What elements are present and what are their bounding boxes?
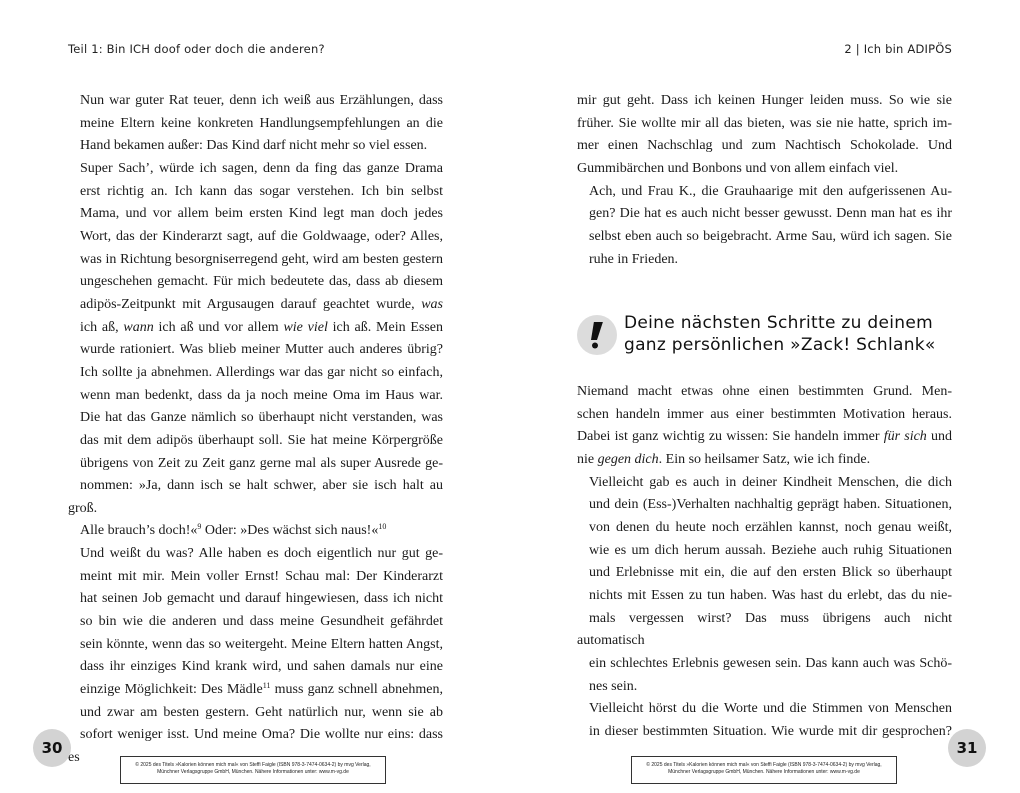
text-line: Ach, und Frau K., die Grauhaarige mit den aufgerissenen Au-	[589, 183, 952, 199]
text-line: und dein (Ess-)Verhalten nachhaltig geprägt haben. Situationen,	[589, 497, 952, 513]
paragraph	[577, 381, 952, 472]
text-line: mir gut geht. Dass ich keinen Hunger leiden muss. So wie sie	[577, 93, 952, 108]
copyright-line: Münchner Verlagsgruppe GmbH, München. Nähere Informationen unter: www.m-vg.de	[157, 769, 349, 775]
page-number-right: 31	[948, 729, 986, 767]
copyright-line: © 2025 des Titels »Kalorien können mich mal« von Steffi Faigle (ISBN 978-3-7474-0634-2) by mvg Verlag,	[646, 762, 882, 768]
running-head-right: 2 | Ich bin ADIPÖS	[844, 42, 952, 56]
paragraph	[577, 181, 952, 272]
text-line: Super Sach’, würde ich sagen, denn da fing das ganze Drama	[80, 160, 443, 176]
text-line: dass ihr einziges Kind krank wird, und sahen damals nur eine	[80, 659, 443, 675]
text-line: Nun war guter Rat teuer, denn ich weiß aus Erzählungen, dass	[80, 93, 443, 108]
paragraph	[577, 472, 952, 699]
paragraph	[577, 90, 952, 181]
emphasis: wie viel	[283, 319, 328, 335]
text-line: Und weißt du was? Alle haben es doch eigentlich nur gut ge-	[80, 546, 443, 562]
text-line: Alle brauch’s doch!«$^9$ Oder: »Des wächst sich naus!«$^{10}$	[80, 522, 387, 539]
text-line: sofort weniger isst. Und meine Oma? Die wollte nur eins: dass es	[68, 727, 443, 766]
text-line: wurde rationiert. Was blieb meiner Mutter auch anderes übrig?	[80, 342, 443, 358]
text-line: das mit dem adipös überhaupt soll. Sie hat meine Körpergröße	[80, 432, 443, 448]
text-line: ich aß, wann ich aß und vor allem wie viel ich aß. Mein Essen	[80, 319, 444, 335]
text-line: Die hat das Ganze nämlich so überhaupt nicht verstanden, was	[80, 410, 443, 426]
text-line: erst richtig an. Ich kann das sogar verstehen. Ich bin selbst	[80, 183, 443, 199]
footnote-ref: 9	[197, 522, 202, 532]
text-line: Hand bekamen außer: Das Kind darf nicht mehr so viel essen.	[80, 138, 428, 154]
text-line: Wort, das der Kinderarzt sagt, auf die Goldwaage, oder? Alles,	[80, 228, 443, 244]
exclamation-icon	[577, 315, 617, 355]
text-line: nommen: »Ja, dann isch se halt schwer, aber sie isch halt au groß.	[68, 478, 443, 516]
copyright-notice-right	[631, 756, 897, 784]
text-line: Vielleicht hörst du die Worte und die Stimmen von Menschen	[589, 701, 952, 717]
text-line: mals vergessen wirst? Das muss übrigens auch nicht automatisch	[577, 610, 952, 649]
text-line: meine Eltern keine konkreten Handlungsempfehlungen an die	[80, 115, 443, 131]
text-line: so bin wie die anderen und dass meine Gesundheit gefährdet	[80, 614, 443, 630]
text-line: meint mit mir. Mein voller Ernst! Schau mal: Der Kinderarzt	[80, 568, 443, 584]
paragraph	[577, 698, 952, 743]
text-line: mer einen Nachschlag und zum Nachtisch Schokolade. Und	[577, 138, 952, 154]
footnote-ref: 11	[262, 681, 271, 691]
text-line: Mama, und vor allem beim ersten Kind legt man doch jedes	[80, 206, 443, 222]
text-line: sein könnte, wenn das so weitergeht. Meine Eltern hatten Angst,	[80, 636, 443, 652]
text-line: wenn man bedenkt, dass da ja noch meine Oma im Haus war.	[80, 387, 443, 403]
text-line: einzige Möglichkeit: Des Mädle$^{11}$ muss ganz schnell abnehmen,	[80, 681, 443, 698]
text-line: nes sein.	[589, 678, 638, 694]
text-line: schen handeln immer aus einer bestimmten Motivation heraus.	[577, 406, 952, 422]
emphasis: was	[421, 296, 443, 312]
text-line: was in Richtung besorgniserregend geht, wird am besten gestern	[80, 251, 443, 267]
text-line: selbst eben auch so beigebracht. Arme Sau, würd ich sagen. Sie	[589, 228, 952, 244]
text-line: in dieser bestimmten Situation. Wie wurde mit dir gesprochen?	[589, 723, 952, 739]
text-line: nichts mit Essen zu tun haben. Was hast du erlebt, das du nie-	[589, 587, 952, 603]
text-line: wie es um dich herum aussah. Beziehe auch ruhig Situationen	[589, 542, 952, 558]
text-line: ruhe in Frieden.	[589, 251, 679, 267]
section-callout	[577, 312, 955, 362]
text-line: ein schlechtes Erlebnis gewesen sein. Das kann auch was Schö-	[589, 655, 952, 671]
text-line: von denen du heute noch erzählen kannst, noch genau weißt,	[589, 519, 952, 535]
text-line: Dabei ist ganz wichtig zu wissen: Sie handeln immer für sich und	[577, 429, 952, 445]
paragraph	[68, 90, 443, 158]
emphasis: wann	[123, 319, 154, 335]
text-line: und zwar am besten gestern. Geht natürlich nur, wenn sie ab	[80, 704, 443, 720]
copyright-notice-left	[120, 756, 386, 784]
text-line: ungeschehen gemacht. Für mich bedeutete das, dass ab diesem	[80, 274, 443, 290]
emphasis: gegen dich	[597, 451, 659, 467]
text-line: Niemand macht etwas ohne einen bestimmten Grund. Men-	[577, 384, 952, 399]
right-page	[510, 0, 1020, 793]
section-heading-line: ganz persönlichen »Zack! Schlank«	[624, 335, 936, 355]
section-heading-line: Deine nächsten Schritte zu deinem	[624, 313, 933, 333]
section-heading	[624, 312, 936, 356]
text-line: Ich sollte ja abnehmen. Allerdings war das gar nicht so einfach,	[80, 364, 443, 380]
text-line: Gummibärchen und Bonbons und von allem einfach viel.	[577, 160, 899, 176]
footnote-ref: 10	[378, 522, 387, 532]
copyright-line: © 2025 des Titels »Kalorien können mich mal« von Steffi Faigle (ISBN 978-3-7474-0634-2) by mvg Verlag,	[135, 762, 371, 768]
right-body-text-top	[577, 90, 952, 271]
running-head-left: Teil 1: Bin ICH doof oder doch die anderen?	[68, 42, 325, 56]
paragraph	[68, 543, 443, 770]
paragraph	[68, 158, 443, 543]
text-line: nie gegen dich. Ein so heilsamer Satz, wie ich finde.	[577, 451, 871, 467]
copyright-line: Münchner Verlagsgruppe GmbH, München. Nähere Informationen unter: www.m-vg.de	[668, 769, 860, 775]
text-line: Vielleicht gab es auch in deiner Kindheit Menschen, die dich	[589, 474, 952, 490]
text-line: gen? Die hat es auch nicht besser gewusst. Denn man hat es ihr	[589, 206, 952, 222]
right-body-text-bottom	[577, 381, 952, 744]
emphasis: für sich	[883, 429, 927, 445]
text-line: adipös-Zeitpunkt mit Argusaugen darauf geachtet wurde, was	[80, 296, 443, 312]
text-line: hat seinen Job gemacht und darauf hingewiesen, dass ich nicht	[80, 591, 443, 607]
text-line: und Erlebnisse mit ein, die auf den ersten Blick so überhaupt	[589, 565, 952, 581]
page-number-left: 30	[33, 729, 71, 767]
text-line: übrigens von Zeit zu Zeit ganz gerne mal als super Ausrede ge-	[80, 455, 443, 471]
exclamation-icon-glyph	[589, 321, 605, 349]
left-body-text	[68, 90, 443, 770]
text-line: früher. Sie wollte mir all das bieten, was sie nie hatte, sprich im-	[577, 115, 952, 131]
